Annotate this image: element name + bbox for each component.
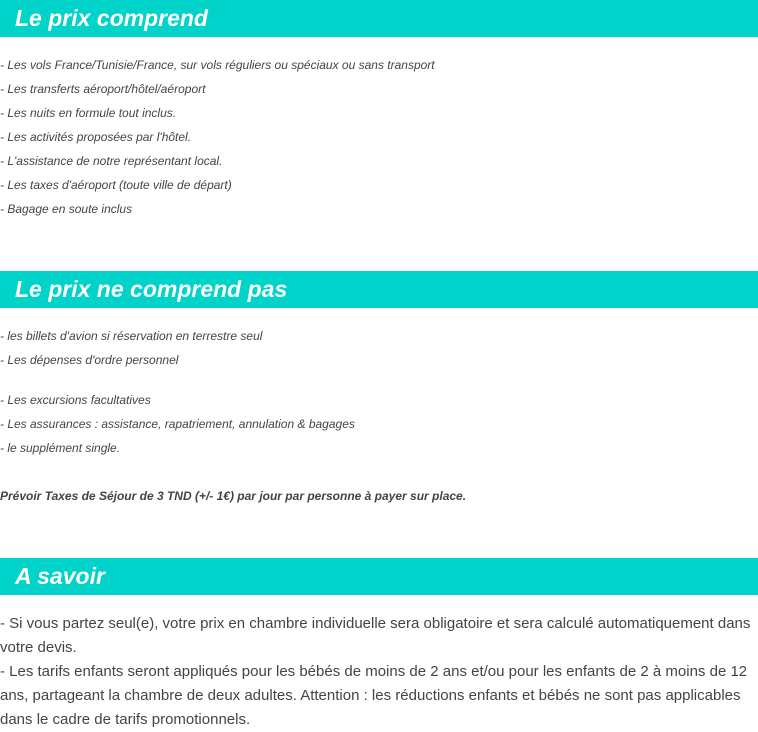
list-item: - Les taxes d'aéroport (toute ville de départ): [0, 178, 232, 192]
list-item: - Bagage en soute inclus: [0, 202, 133, 216]
section-header-included: Le prix comprend: [0, 0, 758, 37]
tax-note: Prévoir Taxes de Séjour de 3 TND (+/- 1€) par jour par personne à payer sur place.: [0, 489, 467, 503]
list-item: - Les assurances : assistance, rapatriement, annulation & bagages: [0, 417, 355, 431]
list-item: - Les transferts aéroport/hôtel/aéroport: [0, 82, 206, 96]
list-item: - L'assistance de notre représentant local.: [0, 154, 223, 168]
a-savoir-text: [0, 612, 755, 732]
paragraph: - Si vous partez seul(e), votre prix en chambre individuelle sera obligatoire et sera calculé automatiquement dans votre devis.: [0, 615, 751, 656]
included-list: [0, 53, 435, 221]
section-header-a-savoir: A savoir: [0, 558, 758, 595]
list-item: - les billets d'avion si réservation en terrestre seul: [0, 329, 263, 343]
list-item: - Les vols France/Tunisie/France, sur vols réguliers ou spéciaux ou sans transport: [0, 58, 435, 72]
section-header-not-included: Le prix ne comprend pas: [0, 271, 758, 308]
list-item: - Les activités proposées par l'hôtel.: [0, 130, 192, 144]
list-item: - Les dépenses d'ordre personnel: [0, 353, 179, 367]
list-item: - Les excursions facultatives: [0, 393, 151, 407]
list-item: - le supplément single.: [0, 441, 121, 455]
list-item: - Les nuits en formule tout inclus.: [0, 106, 177, 120]
not-included-list-2: [0, 388, 355, 460]
paragraph: - Les tarifs enfants seront appliqués pour les bébés de moins de 2 ans et/ou pour les enfants de 2 à moins de 12 ans, partageant la chambre de deux adultes. Attention : les réductions enfants et bébés ne sont pas applicables dans le cadre de tarifs promotionnels.: [0, 663, 748, 728]
not-included-list: [0, 324, 262, 372]
